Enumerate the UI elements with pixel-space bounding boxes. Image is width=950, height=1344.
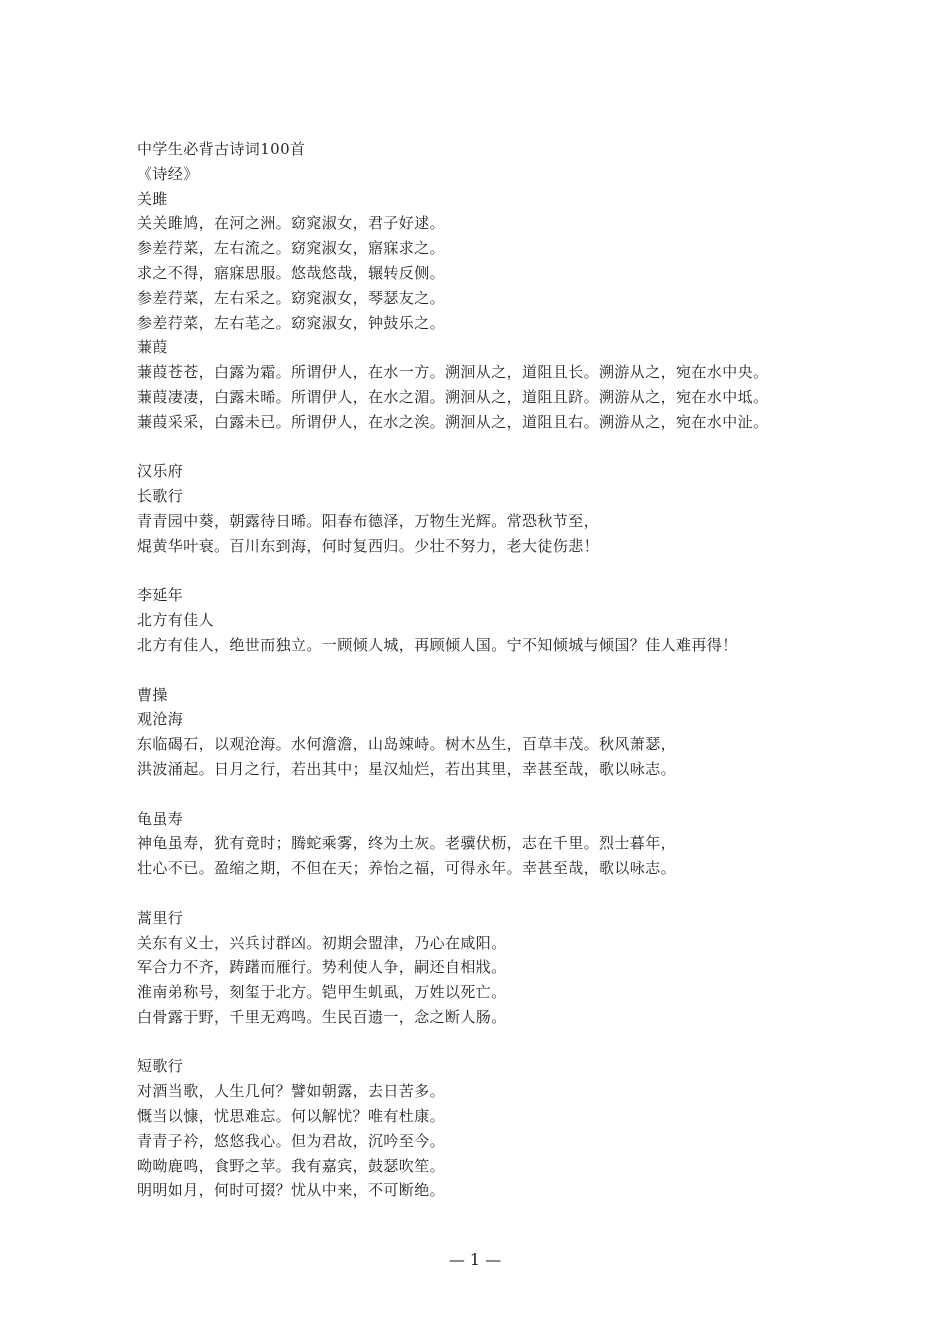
text-line: 蒹葭采采，白露未已。所谓伊人，在水之涘。溯洄从之，道阻且右。溯游从之，宛在水中沚。 <box>137 412 769 431</box>
text-line: 观沧海 <box>137 710 184 729</box>
text-line: 北方有佳人，绝世而独立。一顾倾人城，再顾倾人国。宁不知倾城与倾国？佳人难再得！ <box>137 635 738 654</box>
text-line: 李延年 <box>137 586 184 605</box>
text-line: 《诗经》 <box>137 164 199 183</box>
text-line: 蒹葭苍苍，白露为霜。所谓伊人，在水一方。溯洄从之，道阻且长。溯游从之，宛在水中央。 <box>137 363 769 382</box>
text-line: 长歌行 <box>137 487 184 506</box>
text-line: 慨当以慷，忧思难忘。何以解忧？唯有杜康。 <box>137 1107 446 1126</box>
text-line: 求之不得，寤寐思服。悠哉悠哉，辗转反侧。 <box>137 263 446 282</box>
text-line: 白骨露于野，千里无鸡鸣。生民百遗一，念之断人肠。 <box>137 1007 507 1026</box>
text-line: 参差荇菜，左右采之。窈窕淑女，琴瑟友之。 <box>137 288 446 307</box>
text-line: 青青园中葵，朝露待日晞。阳春布德泽，万物生光辉。常恐秋节至， <box>137 511 600 530</box>
text-line: 关东有义士，兴兵讨群凶。初期会盟津，乃心在咸阳。 <box>137 933 507 952</box>
text-line: 洪波涌起。日月之行，若出其中；星汉灿烂，若出其里，幸甚至哉，歌以咏志。 <box>137 759 677 778</box>
text-line: 汉乐府 <box>137 462 184 481</box>
text-line: 龟虽寿 <box>137 809 184 828</box>
text-line: 神龟虽寿，犹有竟时；腾蛇乘雾，终为土灰。老骥伏枥，志在千里。烈士暮年， <box>137 834 677 853</box>
text-line: 参差荇菜，左右流之。窈窕淑女，寤寐求之。 <box>137 239 446 258</box>
text-line: 青青子衿，悠悠我心。但为君故，沉吟至今。 <box>137 1131 446 1150</box>
text-line: 曹操 <box>137 685 168 704</box>
text-line: 对酒当歌，人生几何？譬如朝露，去日苦多。 <box>137 1082 446 1101</box>
text-line: 关雎 <box>137 189 168 208</box>
page-number: — 1 — <box>448 1250 502 1269</box>
text-line: 参差荇菜，左右芼之。窈窕淑女，钟鼓乐之。 <box>137 313 446 332</box>
text-line: 蒿里行 <box>137 908 184 927</box>
blank-line <box>137 782 837 807</box>
text-line: 蒹葭 <box>137 338 168 357</box>
text-line: 呦呦鹿鸣，食野之苹。我有嘉宾，鼓瑟吹笙。 <box>137 1156 446 1175</box>
text-line: 军合力不齐，踌躇而雁行。势利使人争，嗣还自相戕。 <box>137 958 507 977</box>
text-line: 焜黄华叶衰。百川东到海，何时复西归。少壮不努力，老大徒伤悲！ <box>137 536 600 555</box>
blank-line <box>137 559 837 584</box>
blank-line <box>137 435 837 460</box>
blank-line <box>137 1030 837 1055</box>
text-line: 关关雎鸠，在河之洲。窈窕淑女，君子好逑。 <box>137 214 446 233</box>
text-line: 东临碣石，以观沧海。水何澹澹，山岛竦峙。树木丛生，百草丰茂。秋风萧瑟， <box>137 735 677 754</box>
blank-line <box>137 881 837 906</box>
blank-line <box>137 658 837 683</box>
text-line: 短歌行 <box>137 1057 184 1076</box>
text-line: 北方有佳人 <box>137 611 215 630</box>
document-body <box>137 137 837 1203</box>
text-line: 中学生必背古诗词100首 <box>137 140 306 158</box>
text-line: 蒹葭凄凄，白露未晞。所谓伊人，在水之湄。溯洄从之，道阻且跻。溯游从之，宛在水中坻。 <box>137 387 769 406</box>
text-line: 明明如月，何时可掇？忧从中来，不可断绝。 <box>137 1181 446 1200</box>
text-line: 壮心不已。盈缩之期，不但在天；养怡之福，可得永年。幸甚至哉，歌以咏志。 <box>137 859 677 878</box>
text-line: 淮南弟称号，刻玺于北方。铠甲生虮虱，万姓以死亡。 <box>137 983 507 1002</box>
